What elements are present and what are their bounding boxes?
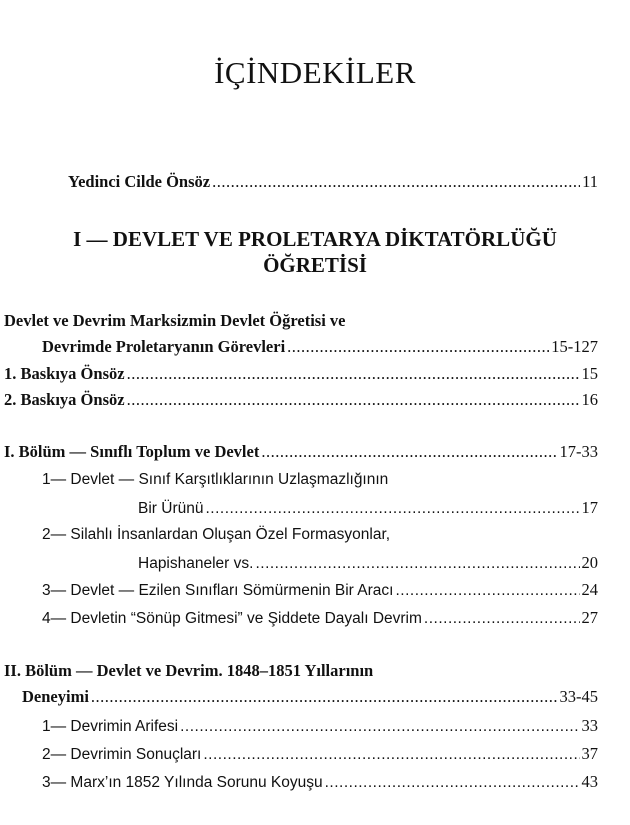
toc-page-number: 20 [581, 553, 598, 572]
toc-entry-chapter-2-line1: II. Bölüm — Devlet ve Devrim. 1848–1851 Yıllarının [4, 661, 374, 680]
leader-dots [127, 364, 580, 384]
toc-page-number: 15 [581, 364, 598, 383]
leader-dots [395, 582, 579, 600]
toc-entry-label: Bir Ürünü [138, 500, 204, 517]
toc-entry-label: 1. Baskıya Önsöz [4, 364, 125, 383]
toc-page-number: 37 [581, 744, 598, 763]
toc-section-1-1-line1: 1— Devlet — Sınıf Karşıtlıklarının Uzlaşmazlığının [42, 471, 389, 488]
toc-section-2-1[interactable] [42, 716, 598, 736]
part-title-line2: ÖĞRETİSİ [263, 253, 367, 277]
toc-page-number: 33-45 [559, 687, 598, 706]
toc-entry-chapter-2[interactable] [22, 687, 598, 707]
toc-page-number: 27 [581, 608, 598, 627]
toc-entry-label: I. Bölüm — Sınıflı Toplum ve Devlet [4, 442, 260, 461]
toc-page-number: 33 [581, 716, 598, 735]
leader-dots [205, 500, 579, 518]
toc-section-2-3[interactable] [42, 772, 598, 792]
toc-page-number: 17-33 [559, 442, 598, 461]
leader-dots [287, 337, 549, 357]
toc-section-2-2[interactable] [42, 744, 598, 764]
page-title: İÇİNDEKİLER [214, 55, 416, 90]
toc-page-number: 17 [581, 498, 598, 517]
toc-entry-label: 4— Devletin “Sönüp Gitmesi” ve Şiddete Dayalı Devrim [42, 610, 422, 627]
toc-entry-preface[interactable] [68, 172, 598, 192]
toc-entry-preface-1[interactable] [4, 364, 598, 384]
toc-page-number: 24 [581, 580, 598, 599]
toc-page-number: 43 [581, 772, 598, 791]
toc-section-1-1[interactable] [138, 498, 598, 518]
toc-entry-label: 2— Devrimin Sonuçları [42, 746, 202, 763]
leader-dots [180, 718, 579, 736]
toc-section-1-2[interactable] [138, 553, 598, 573]
toc-entry-label: 3— Marx’ın 1852 Yılında Sorunu Koyuşu [42, 774, 323, 791]
leader-dots [255, 555, 579, 573]
leader-dots [261, 442, 557, 462]
toc-entry-label: 1— Devrimin Arifesi [42, 718, 179, 735]
toc-entry-preface-2[interactable] [4, 390, 598, 410]
leader-dots [325, 774, 580, 792]
leader-dots [212, 172, 580, 192]
leader-dots [91, 687, 558, 707]
toc-entry-label: Hapishaneler vs. [138, 555, 254, 572]
toc-entry-label: Deneyimi [22, 687, 89, 706]
toc-entry-work-line1: Devlet ve Devrim Marksizmin Devlet Öğretisi ve [4, 311, 346, 330]
toc-entry-chapter-1[interactable] [4, 442, 598, 462]
toc-entry-label: 3— Devlet — Ezilen Sınıfları Sömürmenin Bir Aracı [42, 582, 394, 599]
toc-page-number: 16 [581, 390, 598, 409]
toc-entry-work[interactable] [42, 337, 598, 357]
toc-page-number: 15-127 [551, 337, 598, 356]
toc-section-1-3[interactable] [42, 580, 598, 600]
toc-section-1-4[interactable] [42, 608, 598, 628]
leader-dots [127, 390, 580, 410]
toc-entry-label: 2. Baskıya Önsöz [4, 390, 125, 409]
part-title [0, 226, 630, 278]
leader-dots [203, 746, 579, 764]
leader-dots [424, 610, 580, 628]
toc-entry-label: Yedinci Cilde Önsöz [68, 172, 211, 191]
toc-section-1-2-line1: 2— Silahlı İnsanlardan Oluşan Özel Formasyonlar, [42, 526, 391, 543]
toc-page-number: 11 [582, 172, 598, 191]
part-title-line1: I — DEVLET VE PROLETARYA DİKTATÖRLÜĞÜ [73, 227, 557, 251]
toc-entry-label: Devrimde Proletaryanın Görevleri [42, 337, 286, 356]
